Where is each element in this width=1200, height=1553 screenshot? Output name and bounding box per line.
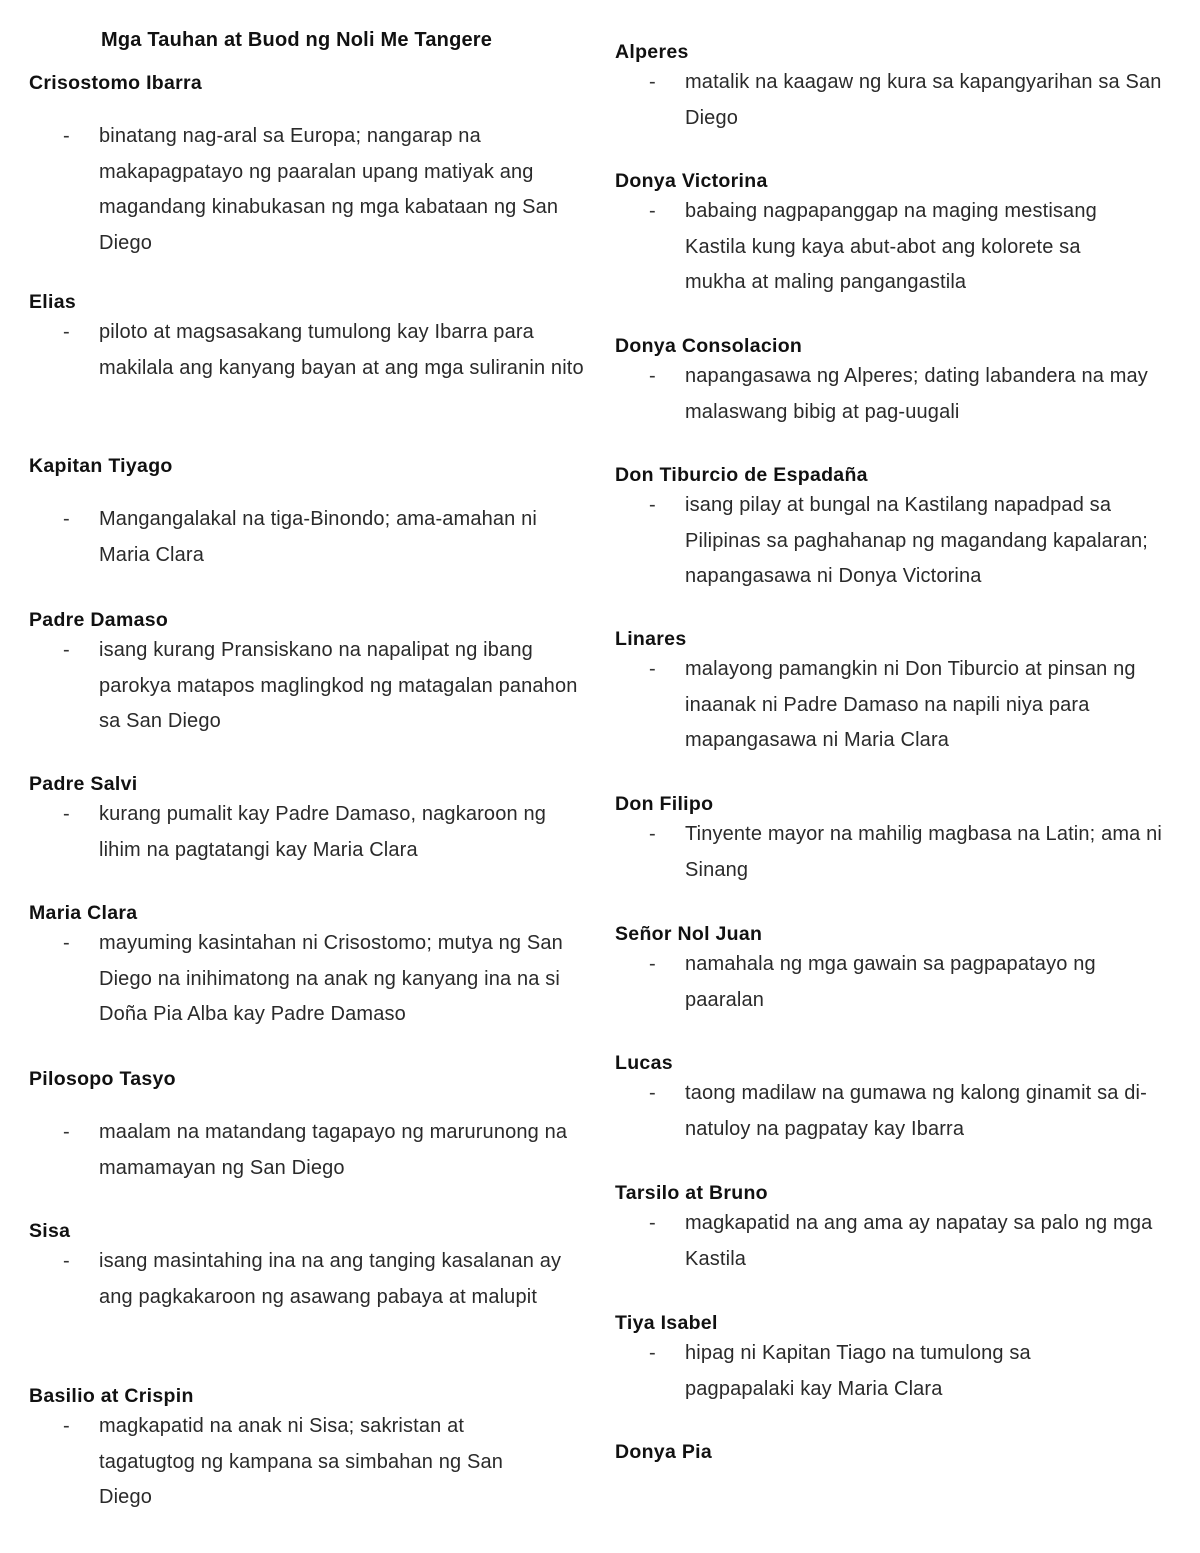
character-entry (615, 168, 1135, 301)
character-name: Don Filipo (615, 793, 714, 815)
character-description: - isang masintahing ina na ang tanging kasalanan ay ang pagkakaroon ng asawang pabaya at malupit (99, 1244, 579, 1315)
character-entry (29, 771, 589, 868)
character-name: Linares (615, 628, 687, 650)
character-entry (615, 1180, 1155, 1277)
character-name: Señor Nol Juan (615, 923, 763, 945)
character-description: - isang pilay at bungal na Kastilang napadpad sa Pilipinas sa paghahanap ng magandang kapalaran; napangasawa ni Donya Victorina (685, 488, 1155, 595)
character-description: - magkapatid na ang ama ay napatay sa palo ng mga Kastila (685, 1206, 1155, 1277)
character-name: Donya Pia (615, 1441, 712, 1463)
document-title: Mga Tauhan at Buod ng Noli Me Tangere (101, 29, 493, 51)
character-entry (29, 1066, 579, 1186)
bullet-dash: - (63, 639, 70, 661)
bullet-dash: - (649, 200, 656, 222)
bullet-dash: - (63, 803, 70, 825)
bullet-dash: - (649, 71, 656, 93)
bullet-dash: - (63, 125, 70, 147)
bullet-dash: - (649, 658, 656, 680)
character-description: - matalik na kaagaw ng kura sa kapangyarihan sa San Diego (685, 65, 1165, 136)
character-entry (615, 39, 1165, 136)
bullet-dash: - (649, 365, 656, 387)
character-description: - magkapatid na anak ni Sisa; sakristan at tagatugtog ng kampana sa simbahan ng San Diego (99, 1409, 559, 1516)
character-description: - piloto at magsasakang tumulong kay Ibarra para makilala ang kanyang bayan at ang mga suliranin nito (99, 315, 589, 386)
character-entry (29, 607, 579, 740)
character-entry (615, 1310, 1085, 1407)
character-entry (615, 1050, 1175, 1147)
character-name: Kapitan Tiyago (29, 455, 173, 477)
character-name: Donya Consolacion (615, 335, 803, 357)
bullet-dash: - (649, 1212, 656, 1234)
character-name: Tarsilo at Bruno (615, 1182, 768, 1204)
character-description: - namahala ng mga gawain sa pagpapatayo ng paaralan (685, 947, 1145, 1018)
character-entry (29, 1383, 559, 1516)
character-description: - hipag ni Kapitan Tiago na tumulong sa pagpapalaki kay Maria Clara (685, 1336, 1085, 1407)
character-name: Don Tiburcio de Espadaña (615, 464, 868, 486)
character-entry (615, 626, 1175, 759)
character-entry (615, 921, 1145, 1018)
bullet-dash: - (63, 1250, 70, 1272)
bullet-dash: - (63, 508, 70, 530)
character-name: Sisa (29, 1220, 71, 1242)
character-description: - Mangangalakal na tiga-Binondo; ama-amahan ni Maria Clara (99, 502, 579, 573)
bullet-dash: - (63, 932, 70, 954)
character-entry (615, 1439, 712, 1465)
character-name: Basilio at Crispin (29, 1385, 194, 1407)
character-entry (29, 453, 579, 573)
character-name: Pilosopo Tasyo (29, 1068, 176, 1090)
character-description: - napangasawa ng Alperes; dating labandera na may malaswang bibig at pag-uugali (685, 359, 1155, 430)
character-description: - babaing nagpapanggap na maging mestisang Kastila kung kaya abut-abot ang kolorete sa mukha at maling pangangastila (685, 194, 1135, 301)
bullet-dash: - (649, 1342, 656, 1364)
character-description: - kurang pumalit kay Padre Damaso, nagkaroon ng lihim na pagtatangi kay Maria Clara (99, 797, 589, 868)
bullet-dash: - (649, 823, 656, 845)
character-description: - maalam na matandang tagapayo ng marurunong na mamamayan ng San Diego (99, 1115, 579, 1186)
character-entry (615, 791, 1180, 888)
character-entry (29, 289, 589, 386)
character-description: - malayong pamangkin ni Don Tiburcio at pinsan ng inaanak ni Padre Damaso na napili niya para mapangasawa ni Maria Clara (685, 652, 1175, 759)
character-description: - isang kurang Pransiskano na napalipat ng ibang parokya matapos maglingkod ng matagalan panahon sa San Diego (99, 633, 579, 740)
character-description: - Tinyente mayor na mahilig magbasa na Latin; ama ni Sinang (685, 817, 1180, 888)
bullet-dash: - (649, 953, 656, 975)
character-description: - mayuming kasintahan ni Crisostomo; mutya ng San Diego na inihimatong na anak ng kanyang ina na si Doña Pia Alba kay Padre Damaso (99, 926, 589, 1033)
bullet-dash: - (63, 1121, 70, 1143)
character-name: Padre Salvi (29, 773, 138, 795)
character-name: Crisostomo Ibarra (29, 72, 203, 94)
character-entry (29, 1218, 579, 1315)
character-entry (615, 462, 1155, 595)
character-entry (29, 900, 589, 1033)
character-description: - binatang nag-aral sa Europa; nangarap na makapagpatayo ng paaralan upang matiyak ang magandang kinabukasan ng mga kabataan ng San Diego (99, 119, 579, 261)
character-name: Alperes (615, 41, 689, 63)
character-name: Donya Victorina (615, 170, 768, 192)
character-name: Lucas (615, 1052, 673, 1074)
character-name: Maria Clara (29, 902, 138, 924)
bullet-dash: - (63, 1415, 70, 1437)
bullet-dash: - (649, 494, 656, 516)
character-entry (615, 333, 1155, 430)
bullet-dash: - (63, 321, 70, 343)
character-entry (29, 70, 579, 261)
character-name: Padre Damaso (29, 609, 169, 631)
character-description: - taong madilaw na gumawa ng kalong ginamit sa di-natuloy na pagpatay kay Ibarra (685, 1076, 1175, 1147)
character-name: Elias (29, 291, 77, 313)
bullet-dash: - (649, 1082, 656, 1104)
character-name: Tiya Isabel (615, 1312, 718, 1334)
